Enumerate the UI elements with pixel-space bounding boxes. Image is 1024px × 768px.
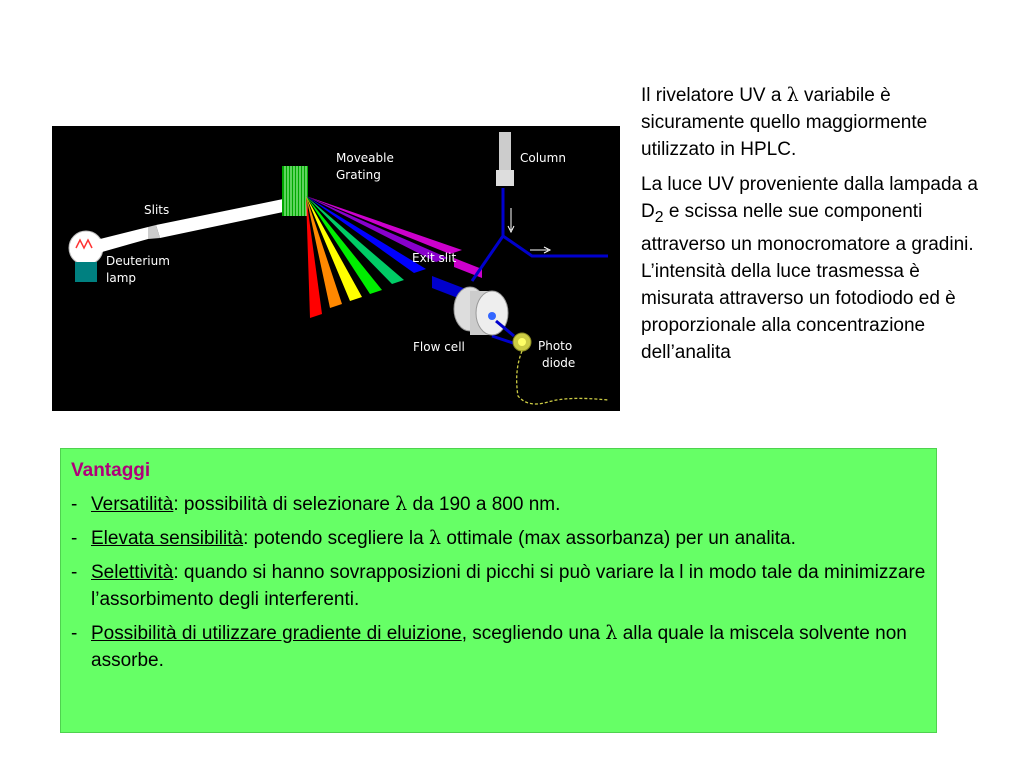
advantage-text <box>91 620 926 674</box>
hplc-uv-detector-diagram <box>52 126 620 411</box>
text-span: alla quale la miscela solvente non assorbe. <box>91 623 907 671</box>
text-span: Il rivelatore UV a <box>641 85 787 106</box>
text-span: : potendo scegliere la <box>243 528 429 549</box>
bullet-dash: - <box>71 528 78 549</box>
text-span: e scissa nelle sue componenti attraverso un monocromatore a gradini. L’intensità della luce trasmessa è misurata attraverso un fotodiodo ed è proporzionale alla concentrazione dell’analita <box>641 201 974 363</box>
advantage-text <box>91 559 926 613</box>
text-span: La luce UV proveniente dalla lampada a D <box>641 174 978 222</box>
lambda-symbol: λ <box>786 84 799 106</box>
advantage-text <box>91 525 796 552</box>
moveable-grating <box>282 166 308 216</box>
text-span: ottimale (max assorbanza) per un analita. <box>441 528 796 549</box>
advantages-title: Vantaggi <box>71 460 151 481</box>
advantages-box <box>60 448 937 733</box>
text-span: : possibilità di selezionare <box>173 494 396 515</box>
label-slits: Slits <box>144 203 170 217</box>
advantage-text <box>91 491 560 518</box>
advantage-item-selectivity <box>71 559 926 613</box>
bullet-dash: - <box>71 623 78 644</box>
slits-beam <box>100 198 288 252</box>
advantage-item-versatility <box>71 491 926 518</box>
description-paragraph-1 <box>641 82 981 163</box>
text-span: : quando si hanno sovrapposizioni di picchi si può variare la l in modo tale da minimizzare l’assorbimento degli interferenti. <box>91 562 926 610</box>
bullet-dash: - <box>71 562 78 583</box>
diagram-svg <box>52 126 620 411</box>
flow-cell <box>454 287 508 335</box>
label-grating-1: Moveable <box>336 151 394 165</box>
label-photo-2: diode <box>542 356 576 370</box>
bullet-dash: - <box>71 494 78 515</box>
description-text <box>641 82 981 374</box>
text-span: variabile è sicuramente quello maggiormente utilizzato in HPLC. <box>641 85 928 160</box>
advantage-item-sensitivity <box>71 525 926 552</box>
label-flow-cell: Flow cell <box>413 340 465 354</box>
deuterium-lamp-icon <box>69 231 103 282</box>
label-column: Column <box>520 151 566 165</box>
label-photo-1: Photo <box>538 339 573 353</box>
advantage-term: Versatilità <box>91 494 174 515</box>
lambda-symbol: λ <box>395 493 408 515</box>
advantage-term: Elevata sensibilità <box>91 528 244 549</box>
advantage-item-gradient <box>71 620 926 674</box>
flow-arrows <box>508 208 550 253</box>
advantage-term: Possibilità di utilizzare gradiente di eluizione <box>91 623 462 644</box>
text-span: da 190 a 800 nm. <box>407 494 561 515</box>
label-grating-2: Grating <box>336 168 381 182</box>
description-paragraph-2 <box>641 171 981 366</box>
lambda-symbol: λ <box>429 527 442 549</box>
lambda-symbol: λ <box>605 622 618 644</box>
label-lamp-1: Deuterium <box>106 254 170 268</box>
label-exit-slit: Exit slit <box>412 251 457 265</box>
label-lamp-2: lamp <box>106 271 136 285</box>
advantage-term: Selettività <box>91 562 174 583</box>
text-span: , scegliendo una <box>461 623 606 644</box>
subscript: 2 <box>654 208 664 226</box>
column <box>496 132 514 186</box>
